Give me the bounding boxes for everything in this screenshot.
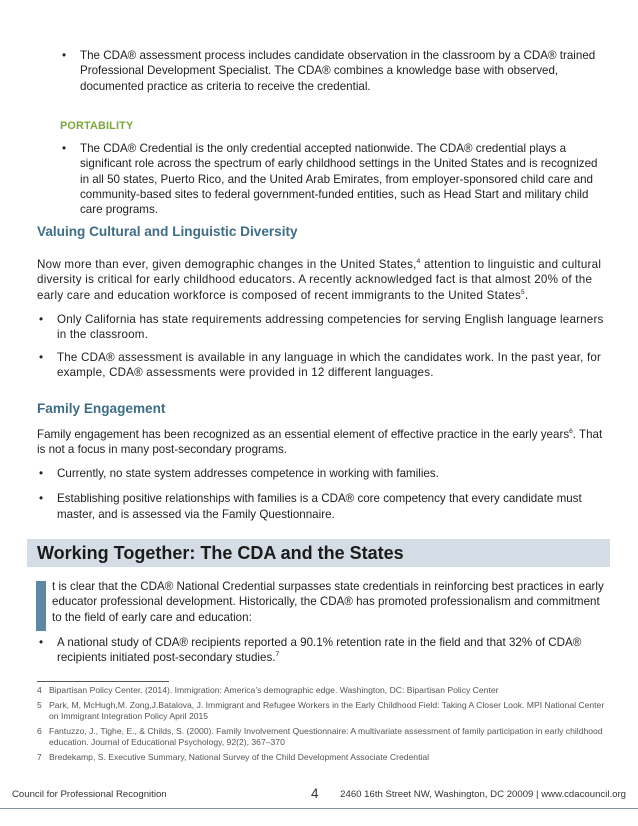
footnote-divider xyxy=(37,681,169,682)
family-engagement-heading: Family Engagement xyxy=(37,401,166,416)
page-number: 4 xyxy=(311,786,319,801)
list-item: • Currently, no state system addresses competence in working with families. xyxy=(37,466,605,481)
drop-cap xyxy=(36,581,46,631)
family-engagement-paragraph: Family engagement has been recognized as an essential element of effective practice in the early years$^6$. That is not a focus in many post-secondary programs. xyxy=(37,428,603,457)
cultural-diversity-paragraph: Now more than ever, given demographic changes in the United States,$^4$ attention to linguistic and cultural diversity is critical for early childhood educators. A recently acknowledged fact is that almost 20% of the early care and education workforce is composed of recent immigrants to the United States$^5$. xyxy=(37,258,602,302)
footnote-ref: 5 xyxy=(521,288,525,296)
list-item: • The CDA® assessment process includes candidate observation in the classroom by a CDA® trained Professional Development Specialist. The CDA® combines a knowledge base with observed, documented practice as criteria to receive the credential. xyxy=(60,48,600,94)
portability-bullet-list xyxy=(60,141,600,217)
footnote-6: 6 Fantuzzo, J., Tighe, E., & Childs, S. (2000). Family Involvement Questionnaire: A multivariate assessment of family participation in early childhood education. Journal of Educational Psychology, 92(2), 367–370 xyxy=(37,726,603,748)
list-item: • A national study of CDA® recipients reported a 90.1% retention rate in the field and that 32% of CDA® recipients initiated post-secondary studies.$^7$ xyxy=(37,635,605,666)
working-together-intro: t is clear that the CDA® National Credential surpasses state credentials in reinforcing best practices in early educator professional development. Historically, the CDA® has promoted professionalism and commitment to the field of early care and education: xyxy=(52,580,604,624)
footnote-7: 7 Bredekamp, S. Executive Summary, National Survey of the Child Development Associate Credential xyxy=(37,752,430,762)
footnote-ref: 4 xyxy=(416,258,421,266)
footnote-5: 5 Park, M, McHugh,M. Zong,J.Batalova, J. Immigrant and Refugee Workers in the Early Childhood Field: Taking A Closer Look. MPI National Center on Immigrant Integration Policy April 2015 xyxy=(37,700,605,722)
assessment-bullet-list xyxy=(60,48,600,94)
family-bullet-list xyxy=(37,466,605,522)
footer-address: 2460 16th Street NW, Washington, DC 20009 | www.cdacouncil.org xyxy=(340,789,626,800)
banner-title: Working Together: The CDA and the States xyxy=(37,543,404,563)
list-item: • The CDA® assessment is available in any language in which the candidates work. In the past year, for example, CDA® assessments were provided in 12 different languages. xyxy=(37,350,605,381)
footer-organization: Council for Professional Recognition xyxy=(12,789,167,800)
footnote-ref: 6 xyxy=(569,428,573,436)
footnote-ref: 7 xyxy=(275,651,280,659)
list-item: • Only California has state requirements addressing competencies for serving English language learners in the classroom. xyxy=(37,312,605,343)
footer-divider xyxy=(0,808,638,809)
list-item: • Establishing positive relationships with families is a CDA® core competency that every candidate must master, and is assessed via the Family Questionnaire. xyxy=(37,491,605,522)
working-bullet-list xyxy=(37,635,605,666)
cultural-diversity-heading: Valuing Cultural and Linguistic Diversity xyxy=(37,224,298,239)
list-item: • The CDA® Credential is the only credential accepted nationwide. The CDA® credential plays a significant role across the spectrum of early childhood settings in the United States and is recognized in all 50 states, Puerto Rico, and the United Arab Emirates, from employer-sponsored child care and community-based sites to federal government-funded entities, such as Head Start and military child care programs. xyxy=(60,141,600,217)
drop-cap-letter xyxy=(36,581,37,582)
cultural-bullet-list xyxy=(37,312,605,380)
footnote-4: 4 Bipartisan Policy Center. (2014). Immigration: America’s demographic edge. Washington, DC: Bipartisan Policy Center xyxy=(37,685,499,695)
section-banner xyxy=(27,539,610,567)
portability-heading: PORTABILITY xyxy=(60,120,134,132)
